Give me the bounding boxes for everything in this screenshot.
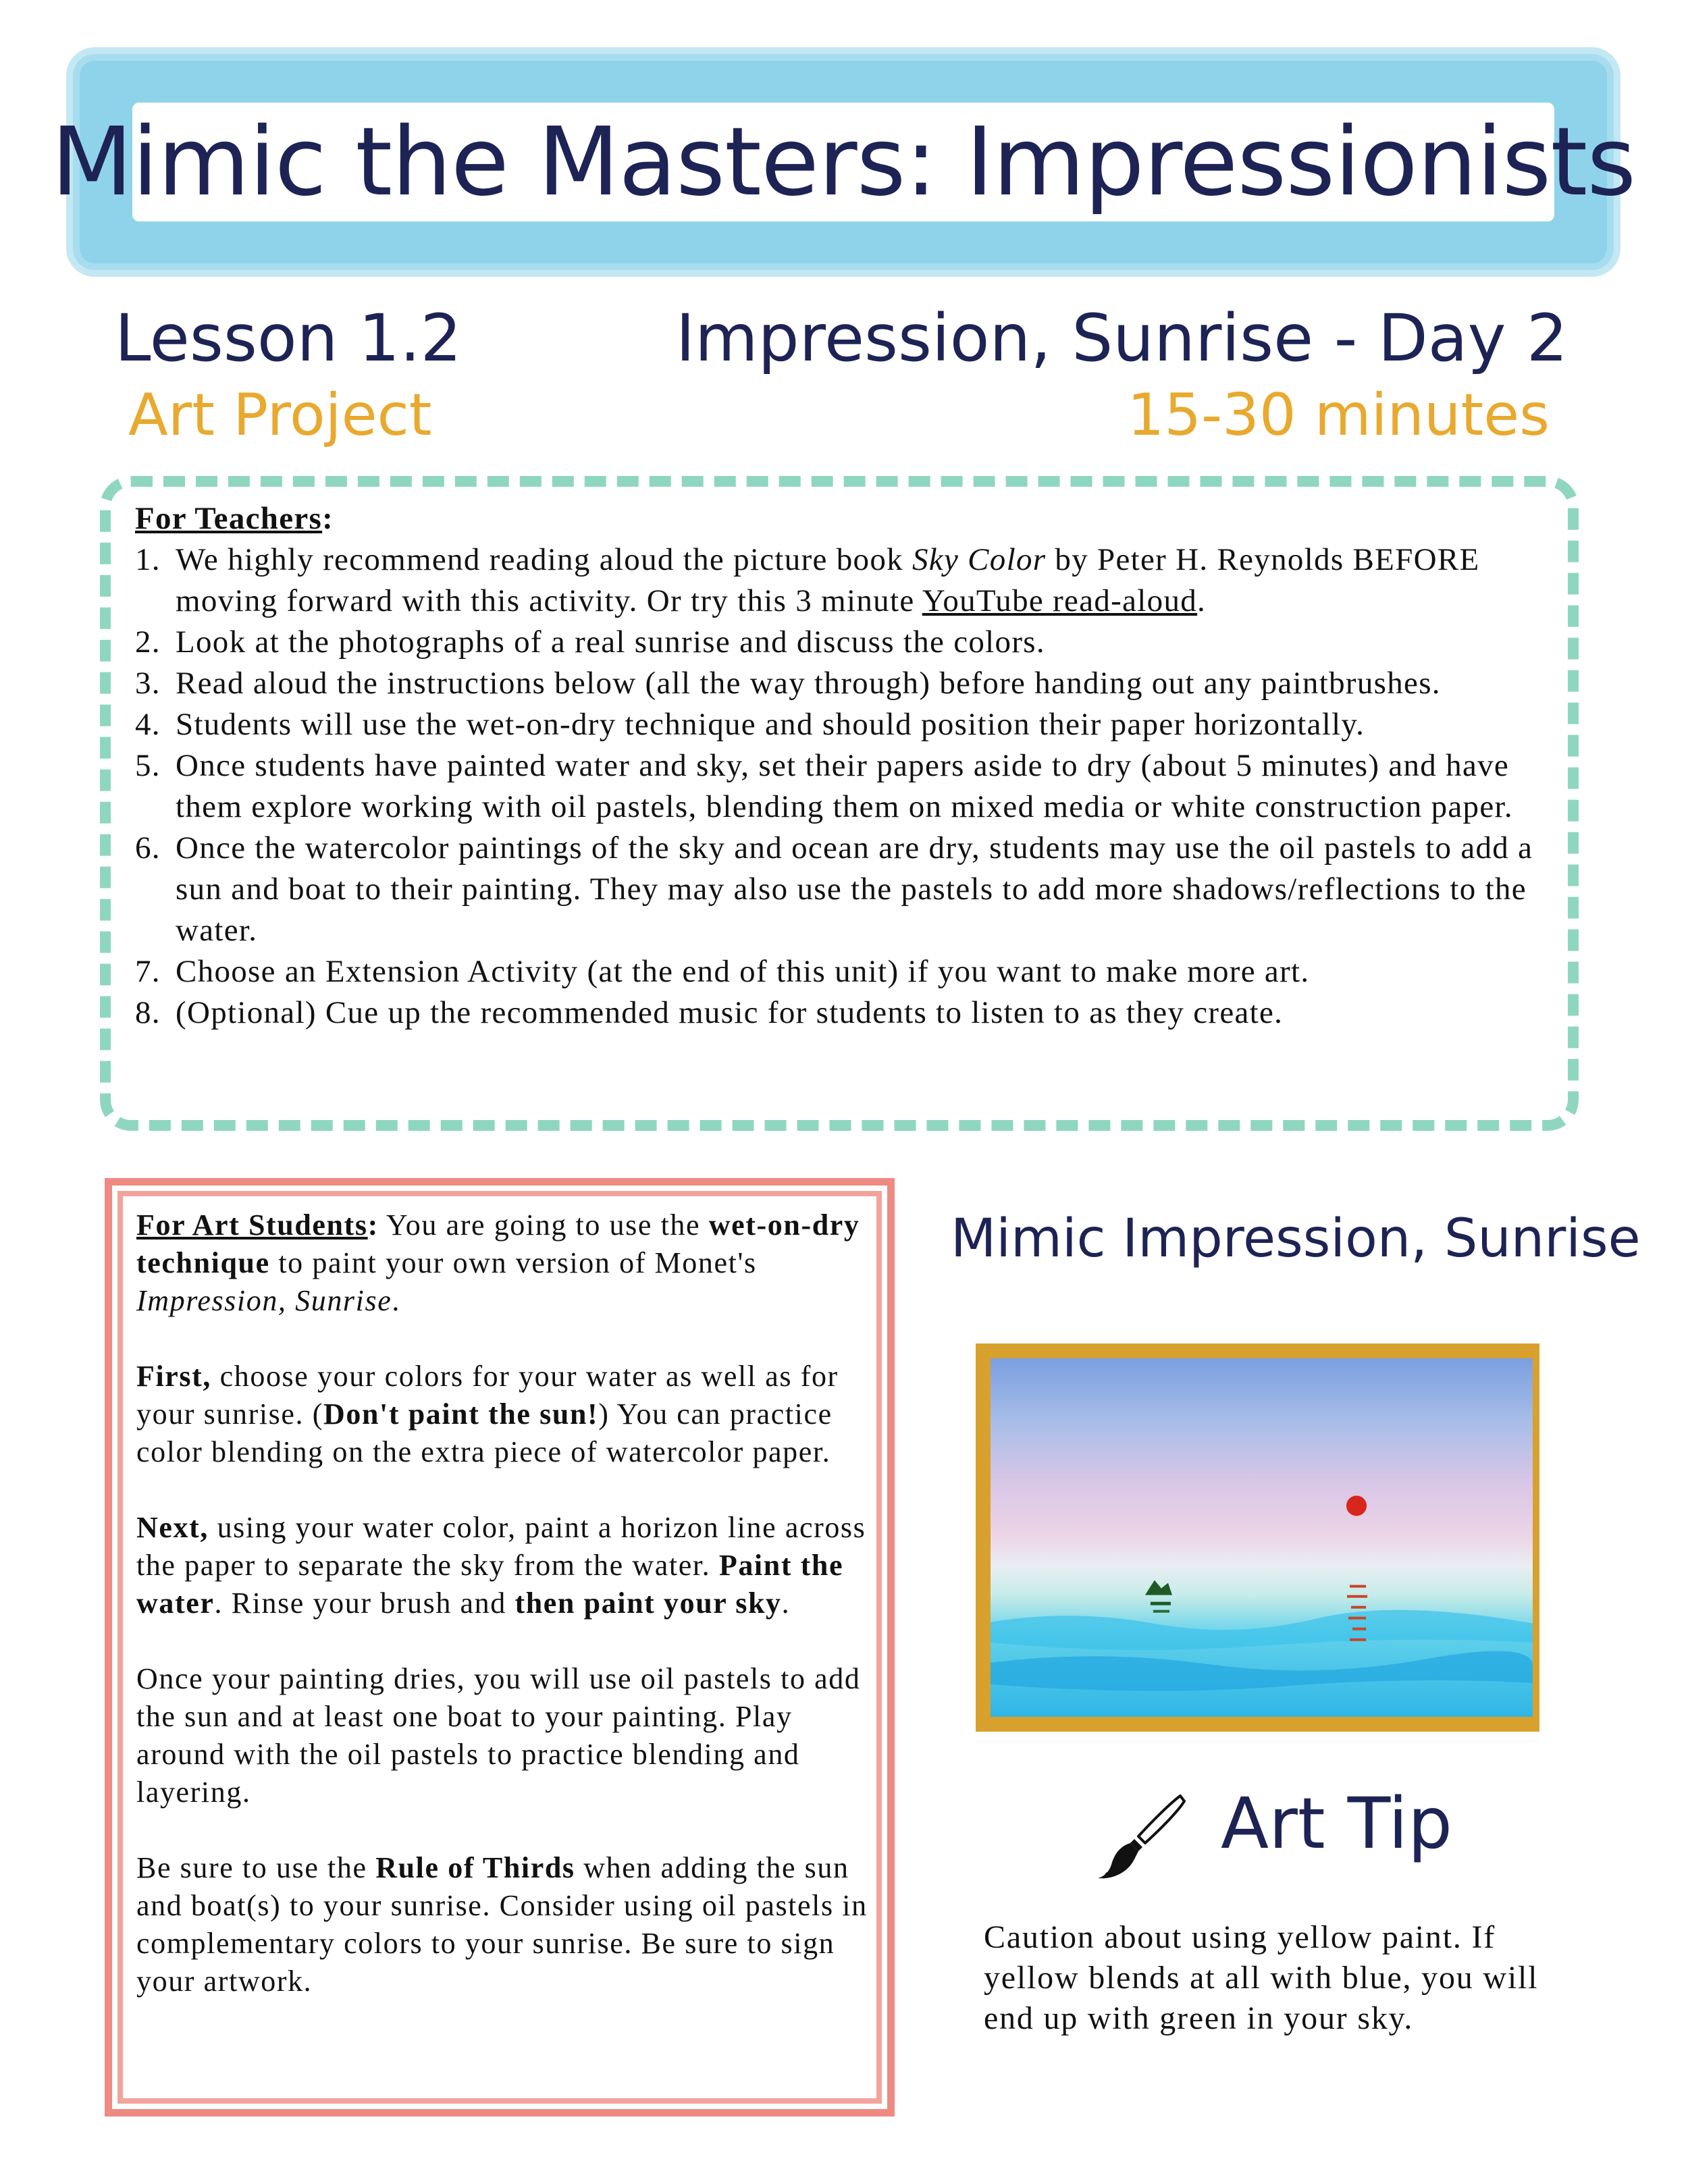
paintbrush-icon [1094, 1789, 1188, 1884]
sun-mark [1346, 1495, 1367, 1516]
teachers-section [135, 498, 1566, 1034]
image-heading: Mimic Impression, Sunrise [951, 1208, 1641, 1269]
list-item: 7. Choose an Extension Activity (at the end of this unit) if you want to make more art. [135, 954, 1310, 989]
list-item: 8. (Optional) Cue up the recommended music for students to listen to as they create. [135, 995, 1284, 1030]
teachers-list [135, 539, 1566, 1034]
students-rule-step: Be sure to use the Rule of Thirds when adding the sun and boat(s) to your sunrise. Consider using oil pastels in complementary colors to your sunrise. Be sure to sign your artwork. [136, 1851, 868, 1998]
list-item: 5. Once students have painted water and sky, set their papers aside to dry (about 5 minutes) and have them explore working with oil pastels, blending them on mixed media or white construction paper. [135, 748, 1513, 824]
sample-painting-photo [976, 1343, 1539, 1732]
students-heading: For Art Students [136, 1208, 368, 1242]
watercolor-paper [991, 1358, 1533, 1717]
lesson-title: Impression, Sunrise - Day 2 [675, 300, 1568, 376]
title-banner [51, 61, 1636, 263]
list-item: 2. Look at the photographs of a real sunrise and discuss the colors. [135, 624, 1045, 660]
page-title: Mimic the Masters: Impressionists [51, 107, 1636, 217]
lesson-type: Art Project [128, 381, 432, 449]
students-dries-step: Once your painting dries, you will use oil pastels to add the sun and at least one boat to your painting. Play around with the oil pastels to practice blending and layering. [136, 1662, 861, 1809]
lesson-number: Lesson 1.2 [115, 300, 462, 376]
teachers-heading-line: For Teachers: [135, 501, 334, 536]
students-section [136, 1206, 879, 2000]
list-item: 4. Students will use the wet-on-dry technique and should position their paper horizontally. [135, 707, 1365, 742]
students-intro: For Art Students: You are going to use the wet-on-dry technique to paint your own version of Monet's Impression, Sunrise. [136, 1208, 860, 1317]
students-next-step: Next, using your water color, paint a horizon line across the paper to separate the sky from the water. Paint the water. Rinse your brush and then paint your sky. [136, 1511, 866, 1620]
art-tip-text: Caution about using yellow paint. If yellow blends at all with blue, you will end up with green in your sky. [984, 1919, 1539, 2036]
students-first-step: First, choose your colors for your water as well as for your sunrise. (Don't paint the sun!) You can practice color blending on the extra piece of watercolor paper. [136, 1360, 839, 1468]
youtube-read-aloud-link[interactable]: YouTube read-aloud [922, 583, 1198, 618]
lesson-duration: 15-30 minutes [1127, 381, 1550, 449]
book-title: Sky Color [912, 542, 1047, 577]
list-item: 3. Read aloud the instructions below (all the way through) before handing out any paintbrushes. [135, 666, 1441, 701]
list-item: 1. We highly recommend reading aloud the picture book Sky Color by Peter H. Reynolds BEFORE moving forward with this activity. Or try this 3 minute YouTube read-aloud. [135, 542, 1480, 618]
teachers-heading: For Teachers [135, 501, 323, 536]
list-item: 6. Once the watercolor paintings of the sky and ocean are dry, students may use the oil pastels to add a sun and boat to their painting. They may also use the pastels to add more shadows/reflections to the water. [135, 830, 1533, 948]
title-frame [51, 103, 1636, 221]
art-tip-title: Art Tip [1221, 1782, 1452, 1865]
sunrise-painting-image [991, 1358, 1533, 1717]
